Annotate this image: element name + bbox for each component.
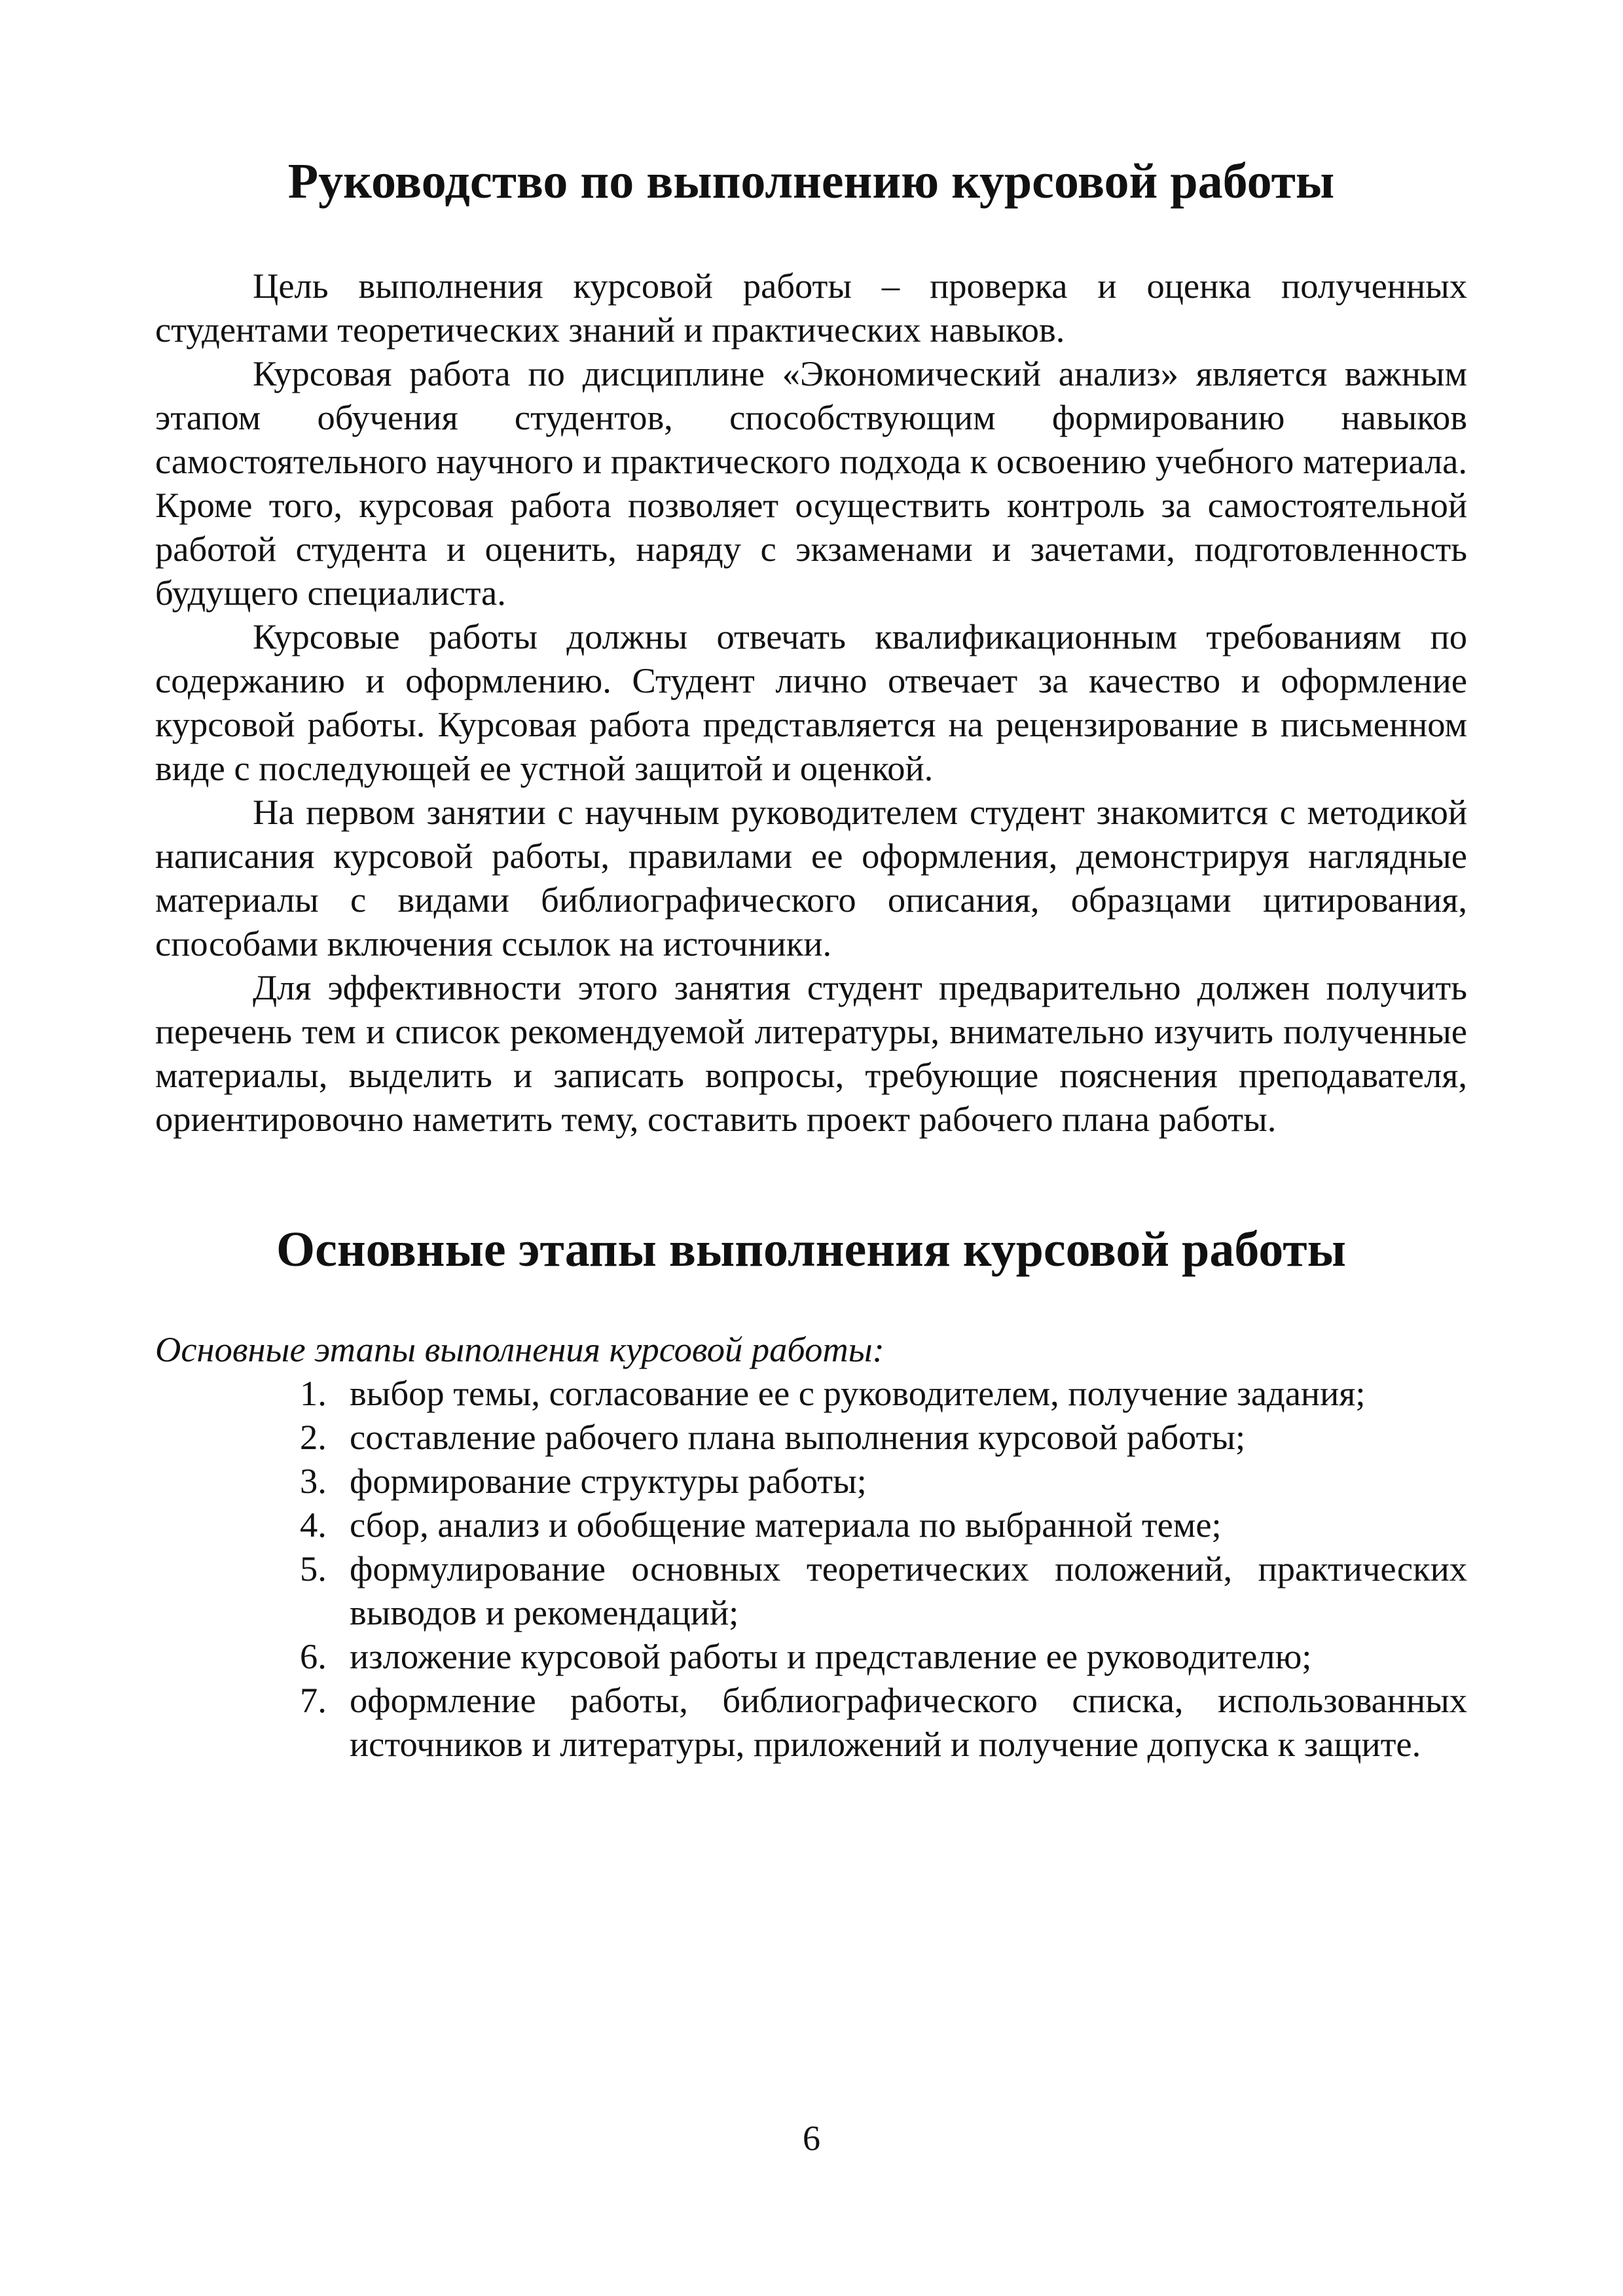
paragraph-first-session: На первом занятии с научным руководителем студент знакомится с методикой написания курсовой работы, правилами ее оформления, демонстрируя наглядные материалы с видами библиографического описания, образцами цитирования, способами включения ссылок на источники. (155, 792, 1467, 963)
stages-list (155, 1371, 1467, 1766)
paragraph-goal: Цель выполнения курсовой работы – проверка и оценка полученных студентами теоретических знаний и практических навыков. (155, 266, 1467, 350)
list-item-number: 6. (300, 1636, 327, 1676)
list-item-text: формулирование основных теоретических положений, практических выводов и рекомендаций; (350, 1549, 1467, 1632)
paragraph-preparation: Для эффективности этого занятия студент предварительно должен получить перечень тем и список рекомендуемой литературы, внимательно изучить полученные материалы, выделить и записать вопросы, требующие пояснения преподавателя, ориентировочно наметить тему, составить проект рабочего плана работы. (155, 967, 1467, 1139)
list-item-number: 4. (300, 1505, 327, 1545)
stages-section (155, 1327, 1467, 1766)
section-title-guide: Руководство по выполнению курсовой работы (287, 154, 1335, 209)
list-item-text: изложение курсовой работы и представление ее руководителю; (350, 1636, 1312, 1676)
list-item (155, 1547, 1467, 1634)
list-item (155, 1459, 1467, 1503)
list-item (155, 1678, 1467, 1766)
list-item-text: оформление работы, библиографического списка, использованных источников и литературы, приложений и получение допуска к защите. (350, 1680, 1467, 1764)
list-item-text: выбор темы, согласование ее с руководителем, получение задания; (350, 1373, 1366, 1413)
paragraph-requirements: Курсовые работы должны отвечать квалификационным требованиям по содержанию и оформлению. Студент лично отвечает за качество и оформление курсовой работы. Курсовая работа представляется на рецензирование в письменном виде с последующей ее устной защитой и оценкой. (155, 617, 1467, 788)
list-item-text: формирование структуры работы; (350, 1461, 867, 1501)
list-item-number: 7. (300, 1680, 327, 1720)
list-item-number: 1. (300, 1373, 327, 1413)
stages-intro: Основные этапы выполнения курсовой работы: (155, 1329, 884, 1369)
list-item-text: сбор, анализ и обобщение материала по выбранной теме; (350, 1505, 1222, 1545)
list-item (155, 1415, 1467, 1459)
list-item (155, 1634, 1467, 1678)
list-item-number: 3. (300, 1461, 327, 1501)
list-item (155, 1503, 1467, 1547)
guide-text (155, 264, 1467, 1141)
list-item-text: составление рабочего плана выполнения курсовой работы; (350, 1417, 1246, 1457)
section-title-stages: Основные этапы выполнения курсовой работы (276, 1222, 1346, 1277)
list-item-number: 2. (300, 1417, 327, 1457)
page-number: 6 (803, 2119, 820, 2158)
paragraph-importance: Курсовая работа по дисциплине «Экономический анализ» является важным этапом обучения студентов, способствующим формированию навыков самостоятельного научного и практического подхода к освоению учебного материала. Кроме того, курсовая работа позволяет осуществить контроль за самостоятельной работой студента и оценить, наряду с экзаменами и зачетами, подготовленность будущего специалиста. (155, 353, 1467, 613)
list-item (155, 1371, 1467, 1415)
list-item-number: 5. (300, 1549, 327, 1588)
